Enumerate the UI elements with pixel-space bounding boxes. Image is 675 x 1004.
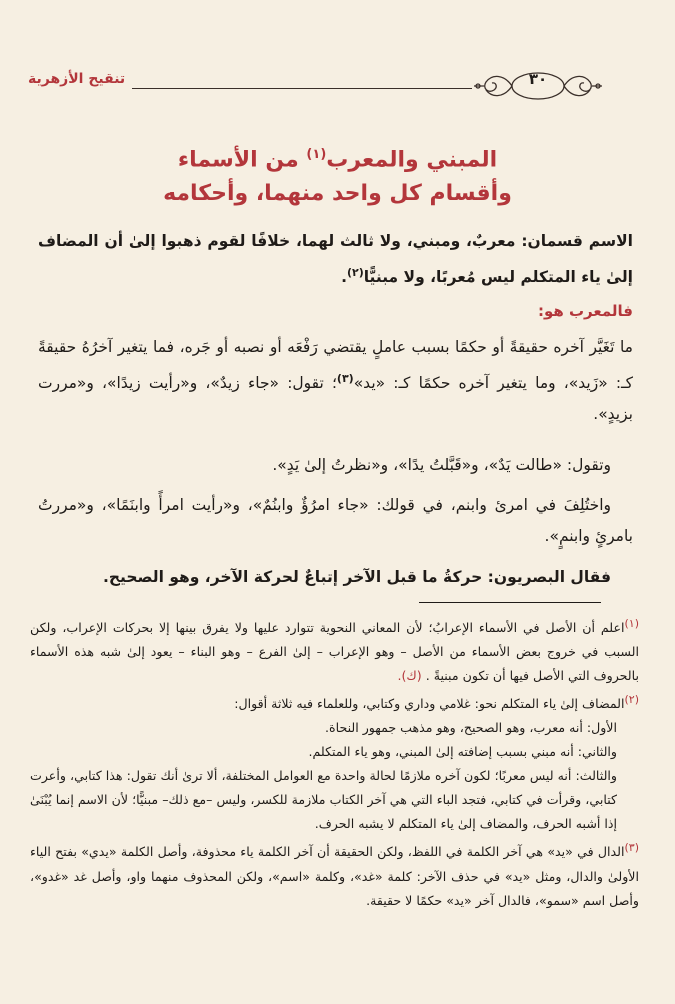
footnote-2-item-1: الأول: أنه معرب، وهو الصحيح، وهو مذهب جمهور النحاة. <box>325 720 617 736</box>
paragraph-end: . <box>341 268 347 287</box>
footnote-tag: (ك). <box>397 668 422 684</box>
page-number: ٣٠ <box>528 70 548 88</box>
paragraph-text: فقال البصريون: حركةُ ما قبل الآخر إتباعٌ لحركة الآخر، وهو الصحيح. <box>102 568 611 586</box>
heading-part: من الأسماء <box>177 147 307 173</box>
paragraph-text: واختُلِفَ في امرئ وابنم، في قولك: «جاء امرُؤٌ وابنُمٌ»، و«رأيت امرأً وابنَمًا»، و«مررتُ بامرئٍ وابنمٍ». <box>38 496 633 545</box>
footnote-2-item-3: والثالث: أنه ليس معربًا؛ لكون آخره ملازمًا لحالة واحدة مع العوامل المختلفة، ألا ترىٰ أنك تقول: هذا كتابي، وأعرت كتابي، وقرأت في كتابي، فتجد الباء التي هي آخر الكتاب ملازمة للكسر، وليس –مع ذلك– مبنيًّا؛ لأن الاسم إنما يُبْنَىٰ إذا أشبه الحرف، والمضاف إلىٰ ياء المتكلم لا يشبه الحرف. <box>30 768 617 832</box>
footnote-ref: (٢) <box>346 266 364 279</box>
footnote-text: المضاف إلىٰ ياء المتكلم نحو: غلامي وداري وكتابي، وللعلماء فيه ثلاثة أقوال: <box>234 696 625 712</box>
footnote-1 <box>30 612 639 688</box>
footnote-3 <box>30 836 639 912</box>
footnote-number: (٣) <box>624 841 639 855</box>
footnote-2-item-2: والثاني: أنه مبني بسبب إضافته إلىٰ المبني، وهو ياء المتكلم. <box>308 744 617 760</box>
paragraph-text: الاسم قسمان: معربٌ، ومبني، ولا ثالث لهما، خلافًا لقوم ذهبوا إلىٰ أن المضاف إلىٰ ياء المتكلم ليس مُعربًا، ولا مبنيًّا <box>38 232 633 287</box>
paragraph-2 <box>38 332 633 430</box>
paragraph-text: وتقول: «طالت يَدٌ»، و«قَبَّلتُ يدًا»، و«نظرتُ إلىٰ يَدٍ». <box>272 456 611 474</box>
running-header-title: تنقيح الأزهرية <box>28 71 126 87</box>
subheading-mu3rab: فالمعرب هو: <box>537 302 633 320</box>
paragraph-3 <box>38 450 633 481</box>
footnote-separator <box>419 602 601 603</box>
chapter-heading-line2: وأقسام كل واحد منهما، وأحكامه <box>163 181 512 207</box>
header-rule <box>132 88 472 89</box>
paragraph-4 <box>38 490 633 552</box>
footnote-2 <box>30 688 639 716</box>
footnote-ref: (٣) <box>336 372 354 385</box>
footnotes <box>30 612 639 913</box>
chapter-heading <box>40 138 635 211</box>
heading-footnote-ref: (١) <box>306 147 327 162</box>
paragraph-end: ؛ تقول: «جاء زيدٌ»، و«رأيت زيدًا»، و«مررت بزيدٍ». <box>38 374 633 424</box>
footnote-number: (١) <box>624 617 639 630</box>
footnote-text: الدال في «يد» هي آخر الكلمة في اللفظ، ولكن الحقيقة أن آخر الكلمة ياء محذوفة، وأصل الكلمة «يدي» بفتح الياء الأولىٰ والدال، ومثل «يد» في حذف الآخر: كلمة «غد»، وكلمة «اسم»، ولكن المحذوف منهما واو، وأصل غد «غدو»، وأصل اسم «سمو»، فالدال آخر «يد» حكمًا لا حقيقة. <box>30 844 639 908</box>
heading-part: المبني والمعرب <box>326 147 498 173</box>
footnote-number: (٢) <box>624 693 639 707</box>
footnote-text: اعلم أن الأصل في الأسماء الإعرابُ؛ لأن المعاني النحوية تتوارد عليها ولا يفرق بينها إلا بحركات الإعراب، ولكن السبب في خروج بعض الأسماء من الأصل – وهو الإعراب – إلىٰ الفرع – وهو البناء – يعود إلىٰ شبه هذه الأسماء بالحروف التي الأصل فيها أن تكون مبنيةً . <box>30 620 639 684</box>
chapter-heading-line1 <box>40 138 635 177</box>
paragraph-5 <box>38 562 633 593</box>
paragraph-text: ما تَغَيَّر آخره حقيقةً أو حكمًا بسبب عاملٍ يقتضي رَفْعَه أو نصبه أو جَره، فما يتغير آخرُهُ حقيقةً كـ: «زَيد»، وما يتغير آخره حكمًا كـ: «يد» <box>38 338 633 393</box>
paragraph-1 <box>38 226 633 293</box>
